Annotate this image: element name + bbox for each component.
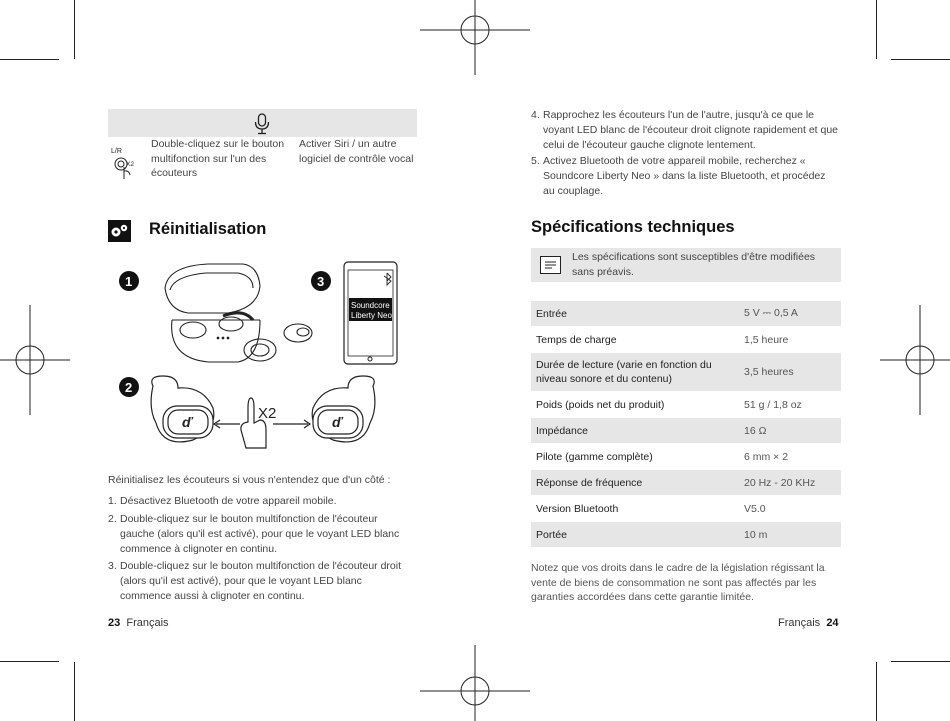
step-marker-2: 2 [125, 380, 133, 395]
footer-right [778, 617, 839, 629]
table-row: Portée 10 m [531, 522, 841, 547]
table-row: Durée de lecture (varie en fonction du niveau sonore et du contenu) 3,5 heures [531, 353, 841, 391]
phone-label-line1: Soundcore [351, 301, 390, 310]
table-row: Réponse de fréquence 20 Hz - 20 KHz [531, 470, 841, 495]
phone-label-line2: Liberty Neo [351, 311, 392, 320]
step-marker-1: 1 [125, 274, 133, 289]
table-row: Poids (poids net du produit) 51 g / 1,8 oz [536, 398, 802, 411]
table-row: Version Bluetooth V5.0 [536, 502, 766, 515]
legal-text: Notez que vos droits dans le cadre de la législation régissant la vente de biens de consommation ne sont pas affectés par les garanties accordées dans cette garantie limitée. [531, 562, 825, 603]
table-row: Temps de charge 1,5 heure [536, 333, 789, 346]
note-box [531, 248, 841, 282]
page-number-left: 23 [108, 617, 121, 629]
charging-case-drawing [165, 264, 312, 362]
icon-label-x2: X2 [126, 161, 134, 168]
step-marker-3: 3 [317, 274, 325, 289]
voice-header-band [108, 109, 417, 137]
controls-row [108, 137, 417, 185]
section-title-specs: Spécifications techniques [531, 218, 735, 236]
footer-lang-left: Français [126, 617, 169, 629]
footer-lang-right: Français [778, 617, 821, 629]
note-text: Les spécifications sont susceptibles d'être modifiées sans préavis. [572, 251, 816, 278]
reset-illustration [108, 258, 418, 458]
page-number-right: 24 [826, 617, 839, 629]
gears-icon [108, 220, 131, 242]
icon-label-lr: L/R [111, 148, 122, 155]
control-action: Double-cliquez sur le bouton multifonction sur l'un des écouteurs [151, 138, 285, 179]
svg-text:ď: ď [182, 414, 193, 430]
footer-left [108, 617, 169, 629]
reset-intro: Réinitialisez les écouteurs si vous n'entendez que d'un côté : [108, 474, 391, 486]
press-label-x2: X2 [258, 405, 277, 422]
table-row: Pilote (gamme complète) 6 mm × 2 [536, 450, 789, 463]
table-row: Entrée 5 V ⎓ 0,5 A [531, 301, 841, 326]
section-title-reset: Réinitialisation [149, 220, 267, 238]
double-tap-icon [110, 143, 146, 183]
svg-text:ď: ď [332, 414, 343, 430]
note-icon [540, 256, 561, 274]
microphone-icon [253, 113, 271, 135]
control-result: Activer Siri / un autre logiciel de contrôle vocal [299, 138, 414, 165]
table-row: Impédance 16 Ω [531, 418, 841, 443]
phone-drawing [344, 262, 397, 364]
